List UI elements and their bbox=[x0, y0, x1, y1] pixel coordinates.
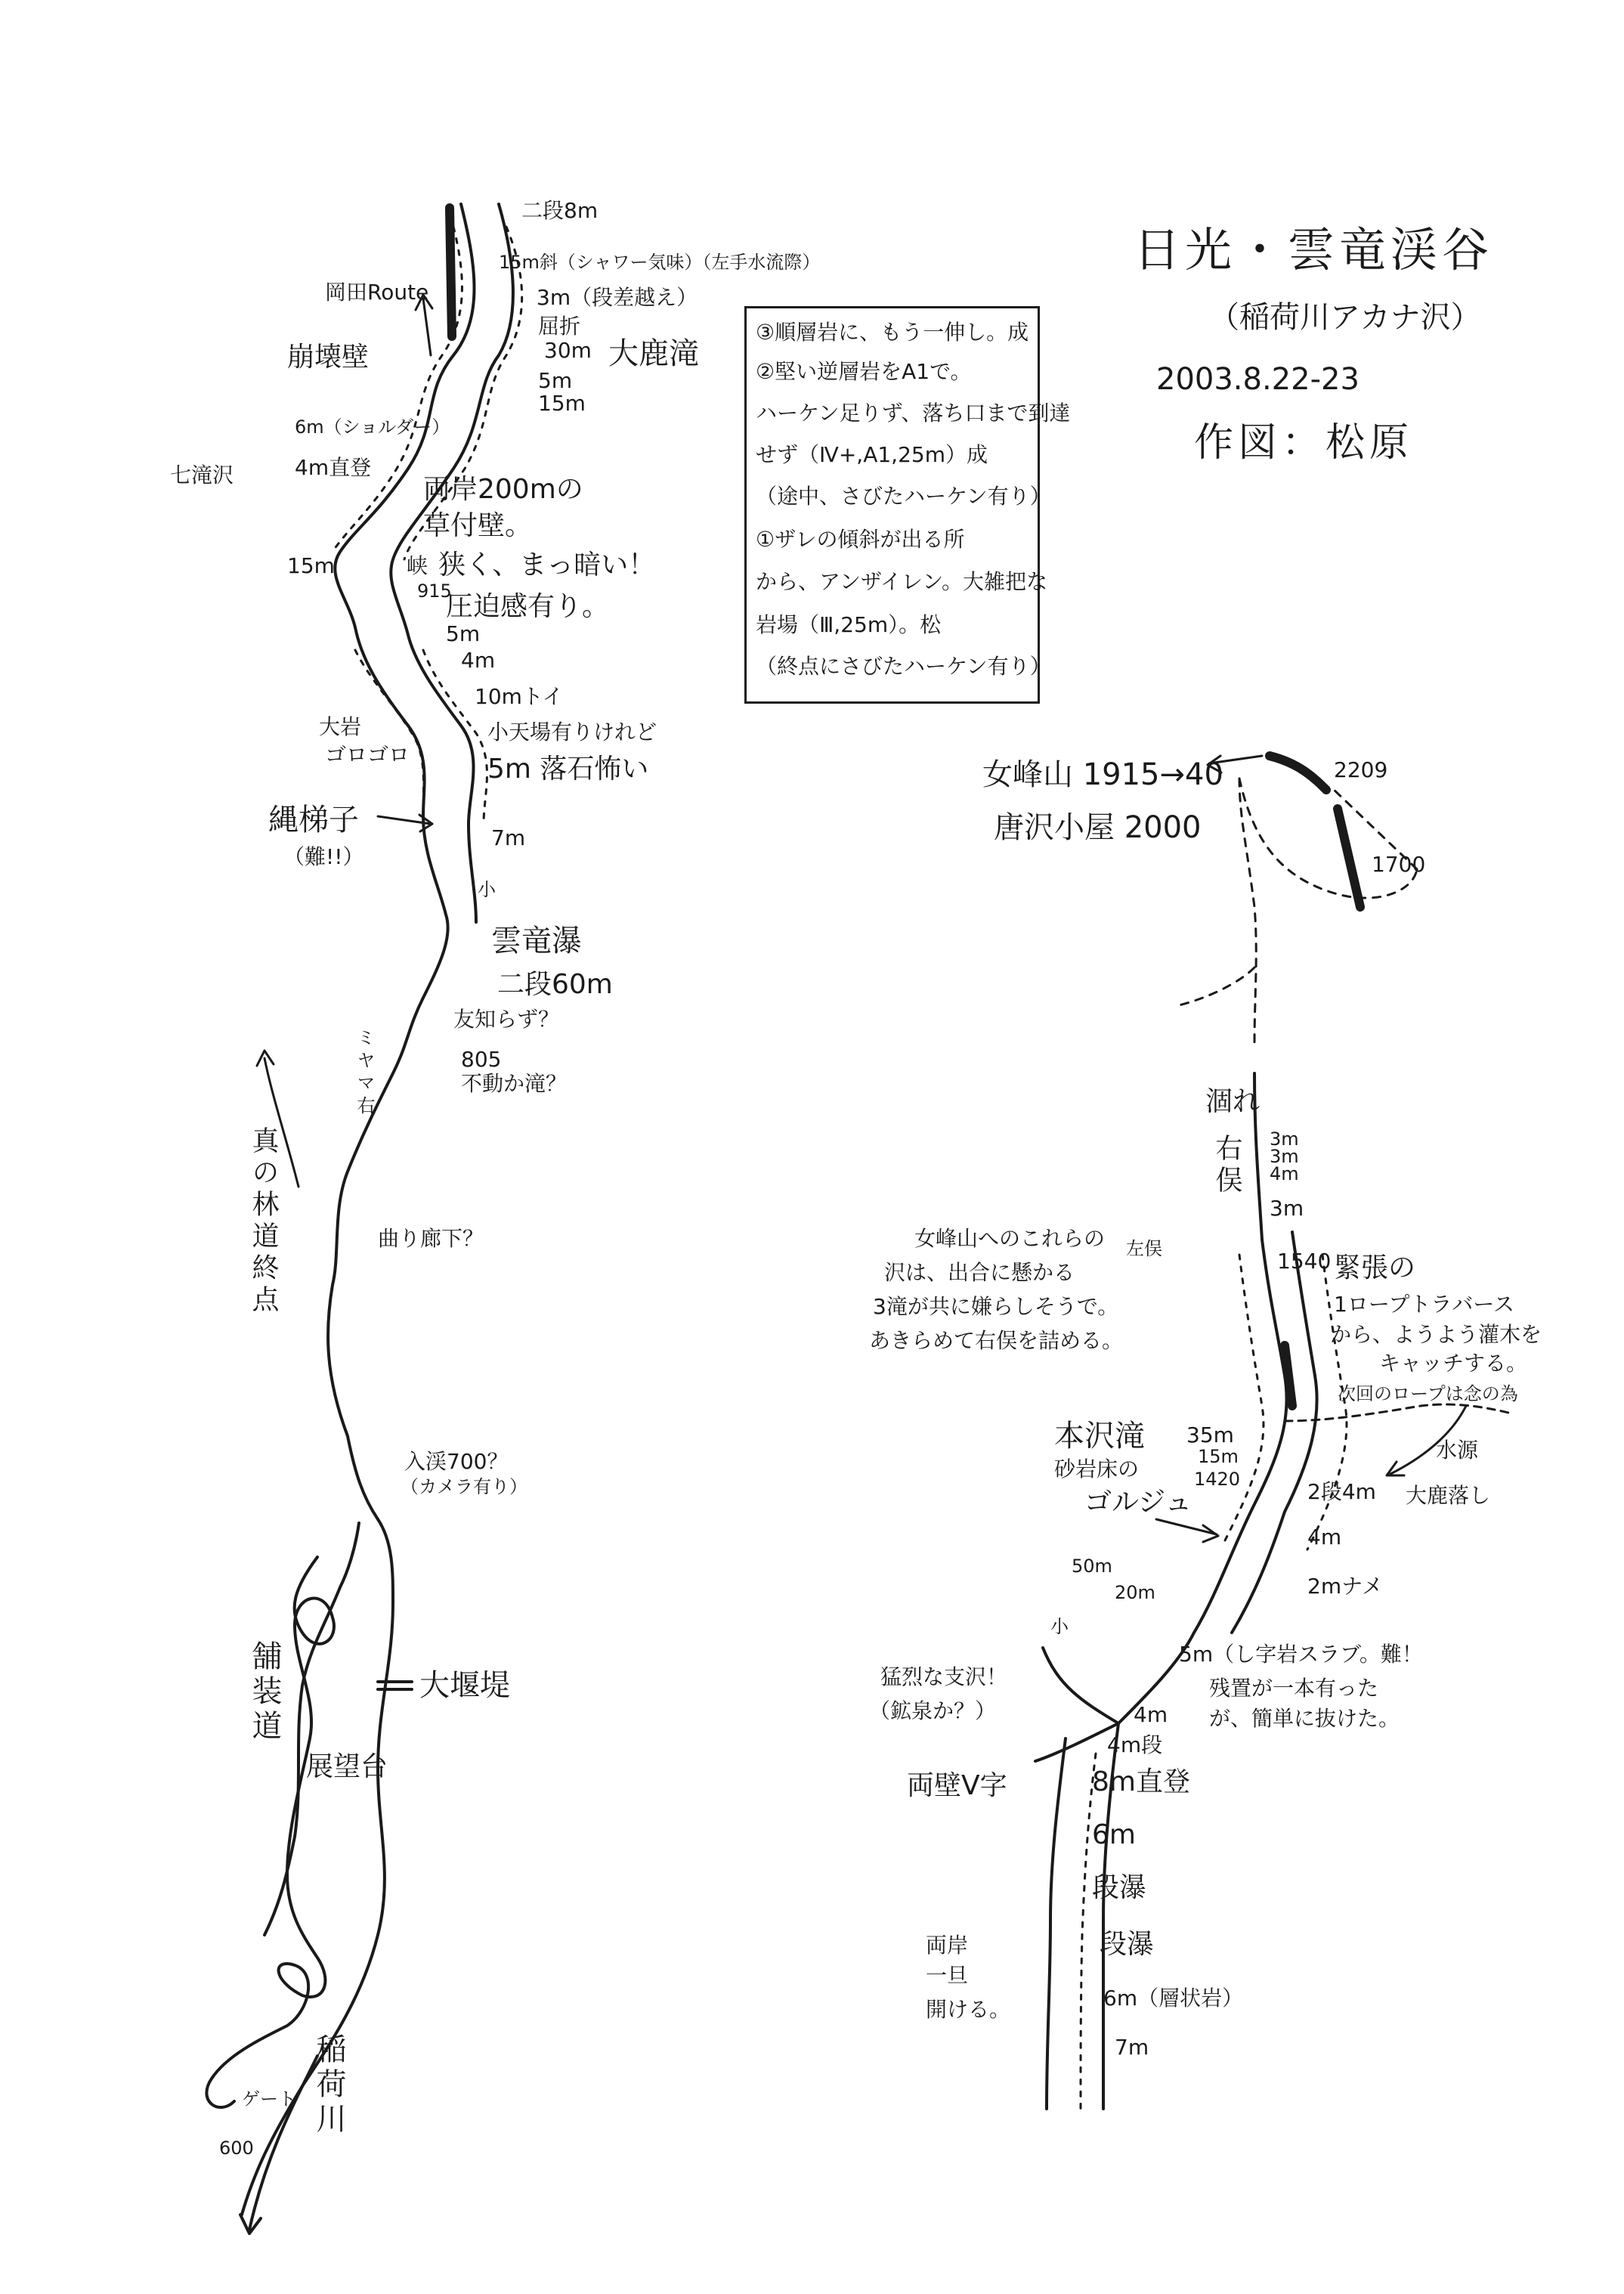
label: 6m bbox=[1092, 1819, 1136, 1850]
label: 4m直登 bbox=[295, 455, 372, 480]
label: 展望台 bbox=[306, 1751, 388, 1782]
label: 2mナメ bbox=[1307, 1574, 1383, 1599]
label: 2段4m bbox=[1307, 1479, 1376, 1504]
label: 曲り廊下？ bbox=[378, 1226, 484, 1251]
note-line: （途中、さびたハーケン有り） bbox=[756, 484, 1051, 509]
label: 大鹿滝 bbox=[608, 336, 699, 371]
label: 小 bbox=[1050, 1616, 1069, 1637]
note-line: ①ザレの傾斜が出る所 bbox=[756, 527, 965, 552]
label: 小 bbox=[478, 879, 496, 900]
label: 3m bbox=[1270, 1146, 1299, 1167]
label: から、ようよう灌木を bbox=[1330, 1322, 1542, 1347]
label: 友知らず？ bbox=[453, 1007, 560, 1032]
label: （鉱泉か？） bbox=[869, 1698, 997, 1723]
climbing-notes-box bbox=[744, 306, 1071, 704]
label: 大堰堤 bbox=[419, 1668, 510, 1703]
label: 緊張の bbox=[1334, 1252, 1416, 1283]
label: （カメラ有り） bbox=[401, 1476, 527, 1497]
map-title: 日光・雲竜渓谷 bbox=[1134, 222, 1494, 277]
label: 二段60m bbox=[497, 969, 613, 1000]
label: 沢は、出合に懸かる bbox=[884, 1260, 1075, 1285]
nawa-arrow bbox=[378, 815, 432, 831]
label: 7m bbox=[1115, 2035, 1149, 2060]
label: 岡田Route bbox=[325, 280, 429, 305]
label: 8m直登 bbox=[1092, 1766, 1190, 1797]
label: 猛烈な支沢！ bbox=[880, 1664, 1008, 1689]
label: 20m bbox=[1115, 1582, 1155, 1603]
note-line: ②堅い逆層岩をA1で。 bbox=[756, 359, 972, 384]
label: 稲荷川 bbox=[311, 2033, 346, 2138]
map-subtitle: （稲荷川アカナ沢） bbox=[1209, 300, 1481, 335]
label: 2209 bbox=[1334, 757, 1388, 782]
label: 4m段 bbox=[1107, 1732, 1163, 1757]
label: 段瀑 bbox=[1100, 1929, 1155, 1960]
ridge-thick-upper bbox=[1270, 756, 1326, 790]
label: 残置が一本有った bbox=[1209, 1676, 1379, 1701]
label: 女峰山へのこれらの bbox=[914, 1226, 1106, 1251]
label: 崩壊壁 bbox=[287, 342, 370, 373]
label: 5m（し字岩スラブ。難！ bbox=[1179, 1642, 1423, 1667]
label: 1420 bbox=[1194, 1469, 1241, 1490]
label: 35m bbox=[1186, 1423, 1234, 1447]
label: 915 bbox=[417, 580, 452, 602]
label: 4m bbox=[1307, 1525, 1342, 1549]
label: あきらめて右俣を詰める。 bbox=[869, 1328, 1124, 1353]
label: 7m bbox=[491, 825, 526, 850]
label: 段瀑 bbox=[1092, 1872, 1147, 1903]
label: 本沢滝 bbox=[1054, 1419, 1145, 1453]
label: 1700 bbox=[1372, 852, 1426, 877]
rope-traverse bbox=[1285, 1404, 1511, 1421]
label: 涸れ bbox=[1205, 1086, 1261, 1117]
label: 峡 bbox=[407, 553, 428, 578]
label: キャッチする。 bbox=[1379, 1351, 1528, 1376]
label: 10mトイ bbox=[475, 684, 564, 709]
label: （難!!） bbox=[283, 844, 364, 869]
label: ゲート bbox=[242, 2088, 296, 2110]
label: 15m bbox=[538, 391, 586, 416]
right-ridge-lines bbox=[1179, 779, 1417, 1043]
goruju-arrow bbox=[1156, 1519, 1218, 1542]
label: 屈折 bbox=[538, 314, 581, 339]
label: 小天場有りけれど bbox=[487, 720, 657, 745]
label: 女峰山 1915→40 bbox=[982, 757, 1223, 792]
label: 4m bbox=[1270, 1163, 1299, 1184]
label: 1ロープトラバース bbox=[1334, 1292, 1515, 1317]
top-thick-mark bbox=[450, 208, 452, 336]
label: ミヤマ右 bbox=[354, 1028, 375, 1119]
label: 3m（段差越え） bbox=[537, 285, 698, 310]
label: 1540 bbox=[1277, 1249, 1332, 1274]
label: 雲竜瀑 bbox=[491, 924, 582, 958]
label: 水源 bbox=[1436, 1438, 1479, 1463]
label: 砂岩床の bbox=[1054, 1457, 1140, 1481]
label: 6m（ショルダー） bbox=[295, 416, 450, 438]
label: 大鹿落し bbox=[1406, 1483, 1491, 1508]
label: 右俣 bbox=[1211, 1134, 1242, 1197]
label: 50m bbox=[1072, 1556, 1112, 1577]
label: 大岩 bbox=[319, 714, 362, 739]
label: 3m bbox=[1270, 1128, 1299, 1150]
label: 狭く、まっ暗い！ bbox=[438, 550, 656, 580]
label: 一旦 bbox=[926, 1963, 969, 1988]
label: 開ける。 bbox=[926, 1997, 1011, 2022]
label: 5m bbox=[538, 368, 573, 393]
map-author: 作図：松原 bbox=[1194, 420, 1414, 466]
label: 805 bbox=[461, 1047, 502, 1072]
note-line: ハーケン足りず、落ち口まで到達 bbox=[756, 401, 1071, 426]
label: 舗装道 bbox=[247, 1640, 282, 1744]
label: 4m bbox=[461, 648, 496, 673]
map-date: 2003.8.22-23 bbox=[1156, 362, 1360, 397]
note-line: 岩場（Ⅲ,25m）。松 bbox=[756, 612, 942, 637]
left-stream bbox=[242, 204, 513, 2215]
note-line: ③順層岩に、もう一伸し。成 bbox=[756, 320, 1029, 345]
note-line: せず（Ⅳ+,A1,25m）成 bbox=[756, 442, 988, 467]
label: 15m bbox=[1198, 1446, 1239, 1467]
label: 15m斜（シャワー気味）（左手水流際） bbox=[499, 252, 821, 273]
label: 3m bbox=[1270, 1196, 1304, 1221]
label: 縄梯子 bbox=[268, 803, 359, 837]
label: 両岸200mの bbox=[423, 474, 583, 505]
label: 唐沢小屋 2000 bbox=[994, 810, 1202, 845]
label: 圧迫感有り。 bbox=[446, 591, 610, 622]
label: 30m bbox=[544, 338, 592, 363]
label: が、簡単に抜けた。 bbox=[1209, 1706, 1400, 1731]
note-line: （終点にさびたハーケン有り） bbox=[756, 654, 1051, 679]
label: 両岸 bbox=[926, 1933, 969, 1958]
label: 15m bbox=[287, 553, 335, 578]
label: 七滝沢 bbox=[170, 463, 234, 488]
label: ゴロゴロ bbox=[325, 742, 410, 767]
label: 600 bbox=[219, 2138, 254, 2159]
label: 二段8m bbox=[521, 198, 599, 223]
label: 入渓700？ bbox=[404, 1449, 509, 1474]
label: 5m bbox=[446, 621, 481, 646]
label: 真の林道終点 bbox=[248, 1126, 279, 1317]
ridge-thick-lower bbox=[1338, 809, 1360, 907]
label: 両壁V字 bbox=[907, 1770, 1007, 1801]
label: 4m bbox=[1134, 1702, 1168, 1727]
label: ゴルジュ bbox=[1084, 1487, 1192, 1518]
label: 3滝が共に嫌らしそうで。 bbox=[873, 1294, 1119, 1319]
label: 左俣 bbox=[1126, 1238, 1162, 1259]
label: 次回のロープは念の為 bbox=[1338, 1383, 1518, 1404]
label: 5m 落石怖い bbox=[487, 754, 649, 785]
label: 6m（層状岩） bbox=[1103, 1986, 1244, 2011]
label: 草付壁。 bbox=[423, 510, 533, 541]
note-line: から、アンザイレン。大雑把な bbox=[756, 569, 1047, 594]
label: 不動か滝？ bbox=[461, 1071, 568, 1096]
